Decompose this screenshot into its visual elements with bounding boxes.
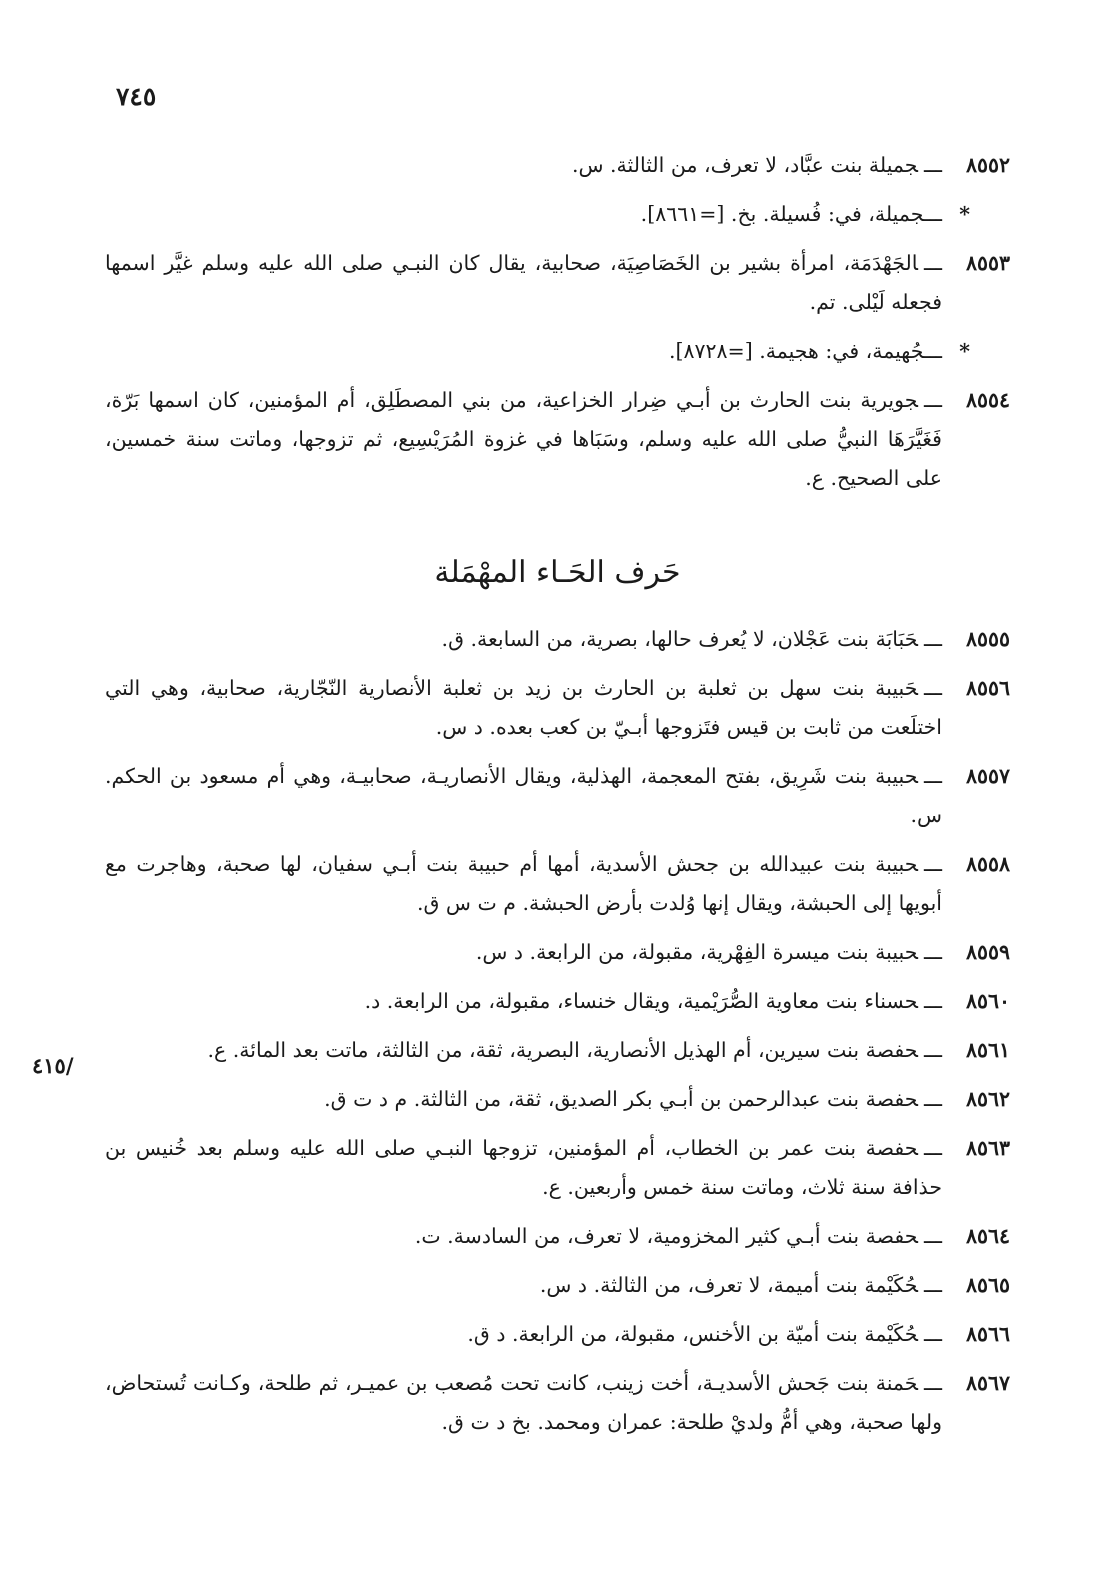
entry-text: جُهيمة، في: هجيمة. [=٨٧٢٨]. <box>668 339 924 363</box>
entry-dash: ـــ <box>923 1038 942 1062</box>
entry-dash: ـــ <box>923 676 942 700</box>
entry-dash: ـــ <box>923 627 942 651</box>
biography-entry <box>105 757 1010 835</box>
biography-entry <box>105 146 1010 185</box>
entry-number: ٨٥٦٧ <box>965 1371 1010 1395</box>
entry-number: ٨٥٥٩ <box>965 940 1010 964</box>
biography-entry <box>105 620 1010 659</box>
entry-dash: ـــ <box>923 1224 942 1248</box>
entry-text: حفصة بنت أبـي كثير المخزومية، لا تعرف، من السادسة. ت. <box>414 1224 918 1248</box>
entry-number: ٨٥٥٨ <box>965 852 1010 876</box>
biography-entry <box>105 982 1010 1021</box>
entry-number: ٨٥٦٢ <box>965 1087 1010 1111</box>
entry-number: ٨٥٥٣ <box>965 251 1010 275</box>
entry-number: ٨٥٦٥ <box>965 1273 1010 1297</box>
entry-number: ٨٥٥٢ <box>965 153 1010 177</box>
entry-text: جميلة، في: فُسيلة. بخ. [=٨٦٦١]. <box>640 202 924 226</box>
biography-entry <box>105 845 1010 923</box>
biography-entry <box>105 1364 1010 1442</box>
entry-number: ٨٥٥٥ <box>965 627 1010 651</box>
cross-reference <box>105 332 1010 371</box>
biography-entry <box>105 1080 1010 1119</box>
asterisk-marker: * <box>959 339 970 363</box>
biography-entry <box>105 1217 1010 1256</box>
entry-text: حبيبة بنت شَرِيق، بفتح المعجمة، الهذلية، ويقال الأنصاريـة، صحابيـة، وهي أم مسعود بن الحكم. س. <box>105 764 942 827</box>
biography-entry <box>105 1266 1010 1305</box>
entry-text: حبيبة بنت ميسرة الفِهْرية، مقبولة، من الرابعة. د س. <box>475 940 918 964</box>
entry-number: ٨٥٥٤ <box>965 388 1010 412</box>
section-heading: حَرف الحَـاء المهْمَلة <box>434 555 681 590</box>
entry-dash: ـــ <box>923 989 942 1013</box>
entry-number: ٨٥٥٦ <box>965 676 1010 700</box>
biography-entry <box>105 669 1010 747</box>
entry-text: حفصة بنت عمر بن الخطاب، أم المؤمنين، تزوجها النبـي صلى الله عليه وسلم بعد خُنيس بن حذافة سنة ثلاث، وماتت سنة خمس وأربعين. ع. <box>105 1136 942 1199</box>
entry-dash: ـــ <box>923 388 942 412</box>
entry-text: حبيبة بنت عبيدالله بن جحش الأسدية، أمها أم حبيبة بنت أبـي سفيان، لها صحبة، وهاجرت مع أبويها إلى الحبشة، ويقال إنها وُلدت بأرض الحبشة. م ت س ق. <box>105 852 942 915</box>
entry-dash: ـــ <box>923 1136 942 1160</box>
margin-page-reference: /٤١٥ <box>32 1053 74 1078</box>
entry-dash: ـــ <box>923 1273 942 1297</box>
entry-dash: ـــ <box>923 202 942 226</box>
entry-text: حسناء بنت معاوية الصُّرَيْمية، ويقال خنساء، مقبولة، من الرابعة. د. <box>364 989 918 1013</box>
entry-text: حَبَابَة بنت عَجْلان، لا يُعرف حالها، بصرية، من السابعة. ق. <box>441 627 918 651</box>
entry-number: ٨٥٦٠ <box>965 989 1010 1013</box>
entry-number: ٨٥٥٧ <box>965 764 1010 788</box>
entry-number: ٨٥٦١ <box>965 1038 1010 1062</box>
biography-entry <box>105 381 1010 498</box>
entry-dash: ـــ <box>923 852 942 876</box>
entry-dash: ـــ <box>923 1371 942 1395</box>
cross-reference <box>105 195 1010 234</box>
entry-text: جويرية بنت الحارث بن أبـي ضِرار الخزاعية، من بني المصطَلِق، أم المؤمنين، كان اسمها بَرّة، فَغَيَّرَهَا النبيُّ صلى الله عليه وسلم، وسَبَاها في غزوة المُرَيْسِيع، ثم تزوجها، وماتت سنة خمسين، على الصحيح. ع. <box>105 388 942 490</box>
entry-text: حَمنة بنت جَحش الأسديـة، أخت زينب، كانت تحت مُصعب بن عميـر، ثم طلحة، وكـانت تُستحاض، ولها صحبة، وهي أمُّ ولديْ طلحة: عمران ومحمد. بخ د ت ق. <box>105 1371 942 1434</box>
entry-dash: ـــ <box>923 764 942 788</box>
entry-text: جميلة بنت عبَّاد، لا تعرف، من الثالثة. س. <box>571 153 918 177</box>
biography-entry <box>105 933 1010 972</box>
entry-number: ٨٥٦٣ <box>965 1136 1010 1160</box>
entry-dash: ـــ <box>923 1087 942 1111</box>
entries-block-jim <box>105 146 1010 508</box>
biography-entry <box>105 1315 1010 1354</box>
entries-block-ha <box>105 620 1010 1452</box>
entry-number: ٨٥٦٦ <box>965 1322 1010 1346</box>
entry-text: حفصة بنت عبدالرحمن بن أبـي بكر الصديق، ثقة، من الثالثة. م د ت ق. <box>324 1087 918 1111</box>
biography-entry <box>105 244 1010 322</box>
entry-dash: ـــ <box>923 339 942 363</box>
entry-dash: ـــ <box>923 251 942 275</box>
entry-text: حُكَيْمة بنت أميمة، لا تعرف، من الثالثة. د س. <box>539 1273 918 1297</box>
entry-dash: ـــ <box>923 153 942 177</box>
biography-entry <box>105 1129 1010 1207</box>
entry-number: ٨٥٦٤ <box>965 1224 1010 1248</box>
entry-text: حفصة بنت سيرين، أم الهذيل الأنصارية، البصرية، ثقة، من الثالثة، ماتت بعد المائة. ع. <box>207 1038 918 1062</box>
entry-text: حُكَيْمة بنت أميّة بن الأخنس، مقبولة، من الرابعة. د ق. <box>467 1322 918 1346</box>
entry-text: الجَهْدَمَة، امرأة بشير بن الخَصَاصِيَة، صحابية، يقال كان النبـي صلى الله عليه وسلم غيَّر اسمها فجعله لَيْلى. تم. <box>105 251 942 314</box>
asterisk-marker: * <box>959 202 970 226</box>
biography-entry <box>105 1031 1010 1070</box>
entry-text: حَبيبة بنت سهل بن ثعلبة بن الحارث بن زيد بن ثعلبة الأنصارية النّجّارية، صحابية، وهي التي اختلَعت من ثابت بن قيس فتَزوجها أبـيّ بن كعب بعده. د س. <box>105 676 942 739</box>
entry-dash: ـــ <box>923 940 942 964</box>
entry-dash: ـــ <box>923 1322 942 1346</box>
page-number: ٧٤٥ <box>116 82 157 111</box>
